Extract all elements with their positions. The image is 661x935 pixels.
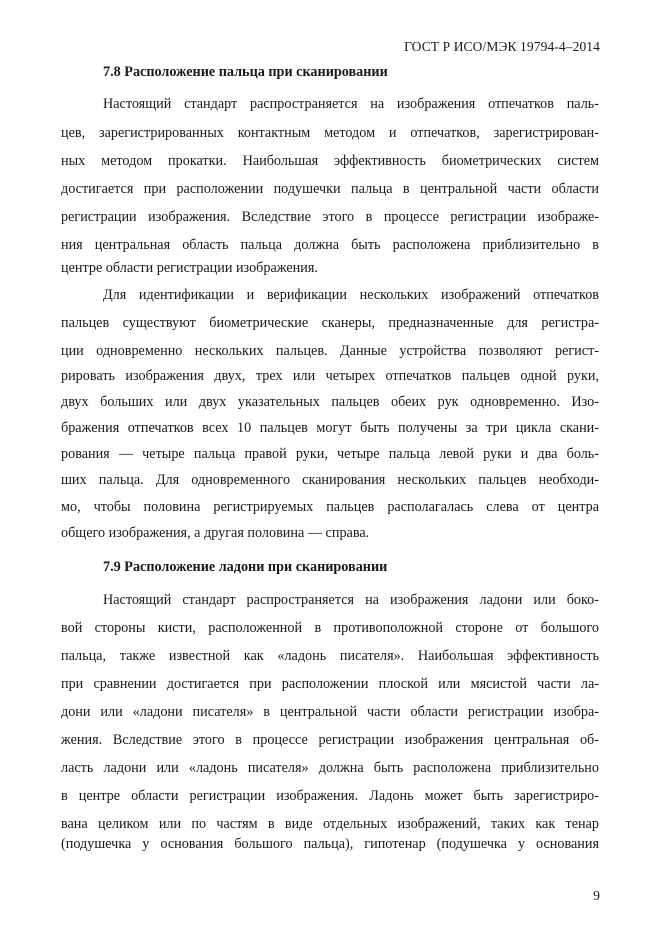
text-line: бражения отпечатков всех 10 пальцев могут быть получены за три цикла скани- xyxy=(61,420,599,436)
text-line: пальца, также известной как «ладонь писателя». Наибольшая эффективность xyxy=(61,648,599,664)
text-line: в центре области регистрации изображения. Ладонь может быть зарегистриро- xyxy=(61,788,599,804)
text-line: достигается при расположении подушечки пальца в центральной части области xyxy=(61,181,599,197)
text-line: двух больших или двух указательных пальцев обеих рук одновременно. Изо- xyxy=(61,394,599,410)
text-line: ции одновременно нескольких пальцев. Данные устройства позволяют регист- xyxy=(61,343,599,359)
text-line: вой стороны кисти, расположенной в противоположной стороне от большого xyxy=(61,620,599,636)
text-line: ных методом прокатки. Наибольшая эффективность биометрических систем xyxy=(61,153,599,169)
page-number: 9 xyxy=(593,889,600,904)
text-line: дони или «ладони писателя» в центральной части области регистрации изобра- xyxy=(61,704,599,720)
section-heading-7-9: 7.9 Расположение ладони при сканировании xyxy=(103,559,388,575)
text-line: общего изображения, а другая половина — справа. xyxy=(61,525,370,541)
text-line: (подушечка у основания большого пальца), гипотенар (подушечка у основания xyxy=(61,836,599,852)
section-heading-7-8: 7.8 Расположение пальца при сканировании xyxy=(103,64,388,80)
text-line: цев, зарегистрированных контактным методом и отпечатков, зарегистрирован- xyxy=(61,125,599,141)
text-line: пальцев существуют биометрические сканеры, предназначенные для регистра- xyxy=(61,315,599,331)
text-line: регистрации изображения. Вследствие этого в процессе регистрации изображе- xyxy=(61,209,599,225)
text-line: рования — четыре пальца правой руки, четыре пальца левой руки и два боль- xyxy=(61,446,599,462)
text-line: Для идентификации и верификации нескольких изображений отпечатков xyxy=(103,287,599,303)
text-line: вана целиком или по частям в виде отдельных изображений, таких как тенар xyxy=(61,816,599,832)
text-line: ласть ладони или «ладонь писателя» должна быть расположена приблизительно xyxy=(61,760,599,776)
text-line: ших пальца. Для одновременного сканирования нескольких пальцев необходи- xyxy=(61,472,599,488)
text-line: мо, чтобы половина регистрируемых пальцев располагалась слева от центра xyxy=(61,499,599,515)
text-line: центре области регистрации изображения. xyxy=(61,260,318,276)
text-line: рировать изображения двух, трех или четырех отпечатков пальцев одной руки, xyxy=(61,368,599,384)
text-line: при сравнении достигается при расположении плоской или мясистой части ла- xyxy=(61,676,599,692)
text-line: Настоящий стандарт распространяется на изображения отпечатков паль- xyxy=(103,96,599,112)
text-line: ния центральная область пальца должна быть расположена приблизительно в xyxy=(61,237,599,253)
text-line: жения. Вследствие этого в процессе регистрации изображения центральная об- xyxy=(61,732,599,748)
page-header: ГОСТ Р ИСО/МЭК 19794-4–2014 xyxy=(404,39,600,54)
text-line: Настоящий стандарт распространяется на изображения ладони или боко- xyxy=(103,592,599,608)
